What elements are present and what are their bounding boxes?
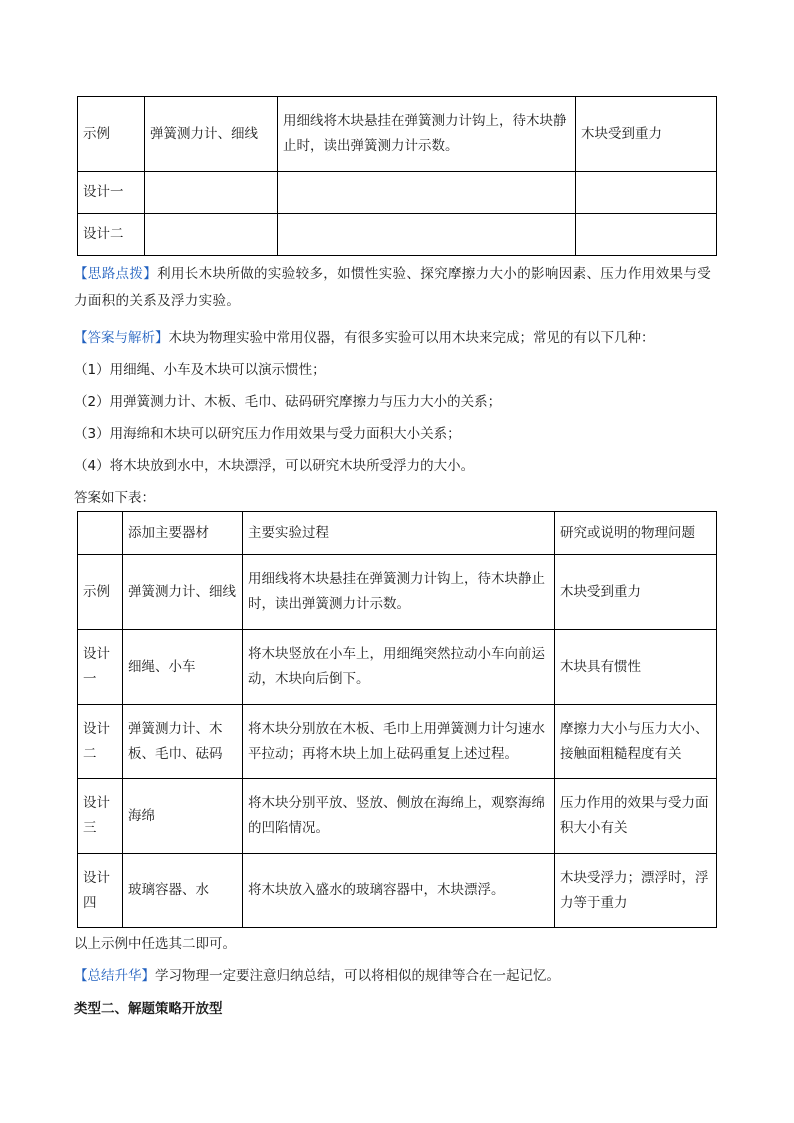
table-cell: 将木块分别平放、竖放、侧放在海绵上，观察海绵的凹陷情况。: [243, 779, 555, 854]
table-row: [78, 214, 717, 256]
table-cell: 设计二: [78, 705, 123, 779]
table-cell: 设计三: [78, 779, 123, 854]
table-row: [78, 97, 717, 172]
table-row: [78, 854, 717, 928]
hint-text: 利用长木块所做的实验较多，如惯性实验、探究摩擦力大小的影响因素、压力作用效果与受力面积的关系及浮力实验。: [74, 266, 712, 309]
answer-tag: 【答案与解析】: [74, 330, 169, 346]
table-intro: 答案如下表：: [74, 490, 155, 506]
section-heading: 类型二、解题策略开放型: [74, 1001, 223, 1017]
table-cell: 弹簧测力计、细线: [123, 555, 243, 630]
answer-text: 木块为物理实验中常用仪器，有很多实验可以用木块来完成；常见的有以下几种：: [168, 330, 655, 346]
table-row: [78, 172, 717, 214]
summary-text: 学习物理一定要注意归纳总结，可以将相似的规律等合在一起记忆。: [155, 968, 560, 984]
table-row: [78, 630, 717, 705]
table-cell: 摩擦力大小与压力大小、接触面粗糙程度有关: [555, 705, 717, 779]
table-cell: 玻璃容器、水: [123, 854, 243, 928]
table-cell: 压力作用的效果与受力面积大小有关: [555, 779, 717, 854]
table-row: [78, 555, 717, 630]
table-cell: [278, 214, 576, 256]
summary-paragraph: [74, 964, 724, 988]
table-cell: 弹簧测力计、木板、毛巾、砝码: [123, 705, 243, 779]
table-header-cell: 主要实验过程: [243, 512, 555, 555]
table-cell: 木块受到重力: [576, 97, 717, 172]
table-row: [78, 779, 717, 854]
answer-table: [77, 511, 717, 928]
table-cell: 细绳、小车: [123, 630, 243, 705]
table-header-row: [78, 512, 717, 555]
summary-tag: 【总结升华】: [74, 968, 155, 984]
table-header-cell: 研究或说明的物理问题: [555, 512, 717, 555]
table-cell: 将木块放入盛水的玻璃容器中，木块漂浮。: [243, 854, 555, 928]
table-cell: [145, 214, 278, 256]
table-cell: 弹簧测力计、细线: [145, 97, 278, 172]
hint-tag: 【思路点拨】: [74, 266, 158, 282]
table-cell: 将木块竖放在小车上，用细绳突然拉动小车向前运动，木块向后倒下。: [243, 630, 555, 705]
table-header-cell: 添加主要器材: [123, 512, 243, 555]
table-cell: 设计二: [78, 214, 145, 256]
table-cell: 用细线将木块悬挂在弹簧测力计钩上，待木块静止时，读出弹簧测力计示数。: [278, 97, 576, 172]
table-cell: 海绵: [123, 779, 243, 854]
table-cell: 设计一: [78, 630, 123, 705]
table-cell: 用细线将木块悬挂在弹簧测力计钩上，待木块静止时，读出弹簧测力计示数。: [243, 555, 555, 630]
table-cell: 木块受到重力: [555, 555, 717, 630]
hint-paragraph: [74, 261, 724, 315]
table-cell: 示例: [78, 555, 123, 630]
table-cell: [576, 172, 717, 214]
answer-intro: [74, 326, 724, 350]
table-cell: [278, 172, 576, 214]
table-cell: 设计一: [78, 172, 145, 214]
answer-item: （3）用海绵和木块可以研究压力作用效果与受力面积大小关系；: [74, 426, 461, 442]
table-cell: [576, 214, 717, 256]
table-cell: 木块受浮力；漂浮时，浮力等于重力: [555, 854, 717, 928]
table-cell: 设计四: [78, 854, 123, 928]
answer-item: （2）用弹簧测力计、木板、毛巾、砝码研究摩擦力与压力大小的关系；: [74, 394, 502, 410]
table-cell: 将木块分别放在木板、毛巾上用弹簧测力计匀速水平拉动；再将木块上加上砝码重复上述过程。: [243, 705, 555, 779]
table-header-cell: [78, 512, 123, 555]
answer-item: （4）将木块放到水中，木块漂浮，可以研究木块所受浮力的大小。: [74, 458, 475, 474]
answer-item: （1）用细绳、小车及木块可以演示惯性；: [74, 362, 326, 378]
table-cell: 示例: [78, 97, 145, 172]
question-table: [77, 96, 717, 256]
table-cell: [145, 172, 278, 214]
after-table-note: 以上示例中任选其二即可。: [74, 936, 236, 952]
table-cell: 木块具有惯性: [555, 630, 717, 705]
table-row: [78, 705, 717, 779]
